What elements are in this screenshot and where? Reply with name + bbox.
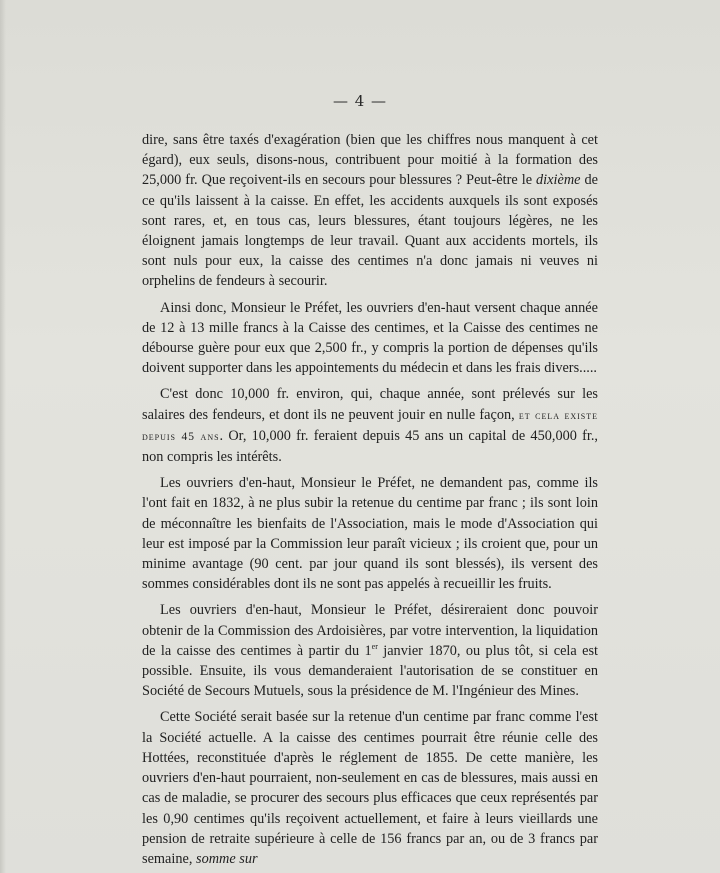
body-text bbox=[142, 130, 598, 873]
paragraph bbox=[142, 298, 598, 379]
paragraph bbox=[142, 473, 598, 594]
text-run: janvier 1870, ou plus tôt, si cela est possible. Ensuite, ils vous demanderaient l'autorisation de se constituer en Société de Secours Mutuels, sous la présidence de M. l'Ingénieur des Mines. bbox=[142, 642, 598, 700]
text-run: C'est donc 10,000 fr. environ, qui, chaque année, sont prélevés sur les salaires des fendeurs, et dont ils ne peuvent jouir en nulle façon, bbox=[142, 386, 598, 423]
text-run: . Or, 10,000 fr. feraient depuis 45 ans un capital de 450,000 fr., non compris les intérêts. bbox=[142, 427, 598, 466]
paragraph bbox=[142, 600, 598, 701]
text-run: dire, sans être taxés d'exagération (bien que les chiffres nous manquent à cet égard), eux seuls, disons-nous, contribuent pour moitié à la formation des 25,000 fr. Que reçoivent-ils en secours pour blessures ? Peut-être le bbox=[142, 132, 598, 189]
text-run: Cette Société serait basée sur la retenue d'un centime par franc comme l'est la Société actuelle. A la caisse des centimes pourrait être réunie celle des Hottées, reconstituée d'après le réglement de 1855. De cette manière, les ouvriers d'en-haut pourraient, non-seulement en cas de blessures, mais aussi en cas de maladie, se procurer des secours plus efficaces que ceux représentés par les 0,90 centimes qu'ils reçoivent actuellement, et faire à leurs vieillards une pension de retraite supérieure à celle de 156 francs par an, ou de 3 francs par semaine, bbox=[142, 709, 598, 867]
text-run: de ce qu'ils laissent à la caisse. En effet, les accidents auxquels ils sont exposés sont rares, et, en tous cas, leurs blessures, étant toujours légères, ne les éloignent jamais longtemps de leur travail. Quant aux accidents mortels, ils sont nuls pour eux, la caisse des centimes n'a donc jamais ni veuves ni orphelins de fendeurs à secourir. bbox=[142, 172, 598, 290]
paragraph bbox=[142, 707, 598, 869]
paragraph bbox=[142, 384, 598, 467]
text-run: et cela existe depuis 45 ans bbox=[142, 409, 598, 443]
text-run: dixième bbox=[536, 172, 581, 189]
text-run: Les ouvriers d'en-haut, Monsieur le Préfet, désireraient donc pouvoir obtenir de la Commission des Ardoisières, par votre intervention, la liquidation de la caisse des centimes à partir du 1 bbox=[142, 602, 598, 659]
text-run: somme sur bbox=[196, 850, 258, 867]
paragraph bbox=[142, 130, 598, 292]
text-run: Les ouvriers d'en-haut, Monsieur le Préfet, ne demandent pas, comme ils l'ont fait en 1832, à ne plus subir la retenue du centime par franc ; ils sont loin de méconnaître les bienfaits de l'Association, mais le mode d'Association qui leur est imposé par la Commission leur paraît vicieux ; ils croient que, pour un minime avantage (90 cent. par jour quand ils sont blessés), ils versent des sommes considérables dont ils ne sont pas appelés à recueillir les fruits. bbox=[142, 475, 598, 593]
page-fold-shadow bbox=[0, 0, 6, 873]
text-run: er bbox=[371, 642, 378, 652]
page-number: — 4 — bbox=[332, 92, 388, 110]
text-run: Ainsi donc, Monsieur le Préfet, les ouvriers d'en-haut versent chaque année de 12 à 13 mille francs à la Caisse des centimes, et la Caisse des centimes ne débourse guère pour eux que 2,500 fr., y compris la portion de dépenses qu'ils doivent supporter dans les appointements du médecin et dans les frais divers..... bbox=[142, 299, 598, 377]
